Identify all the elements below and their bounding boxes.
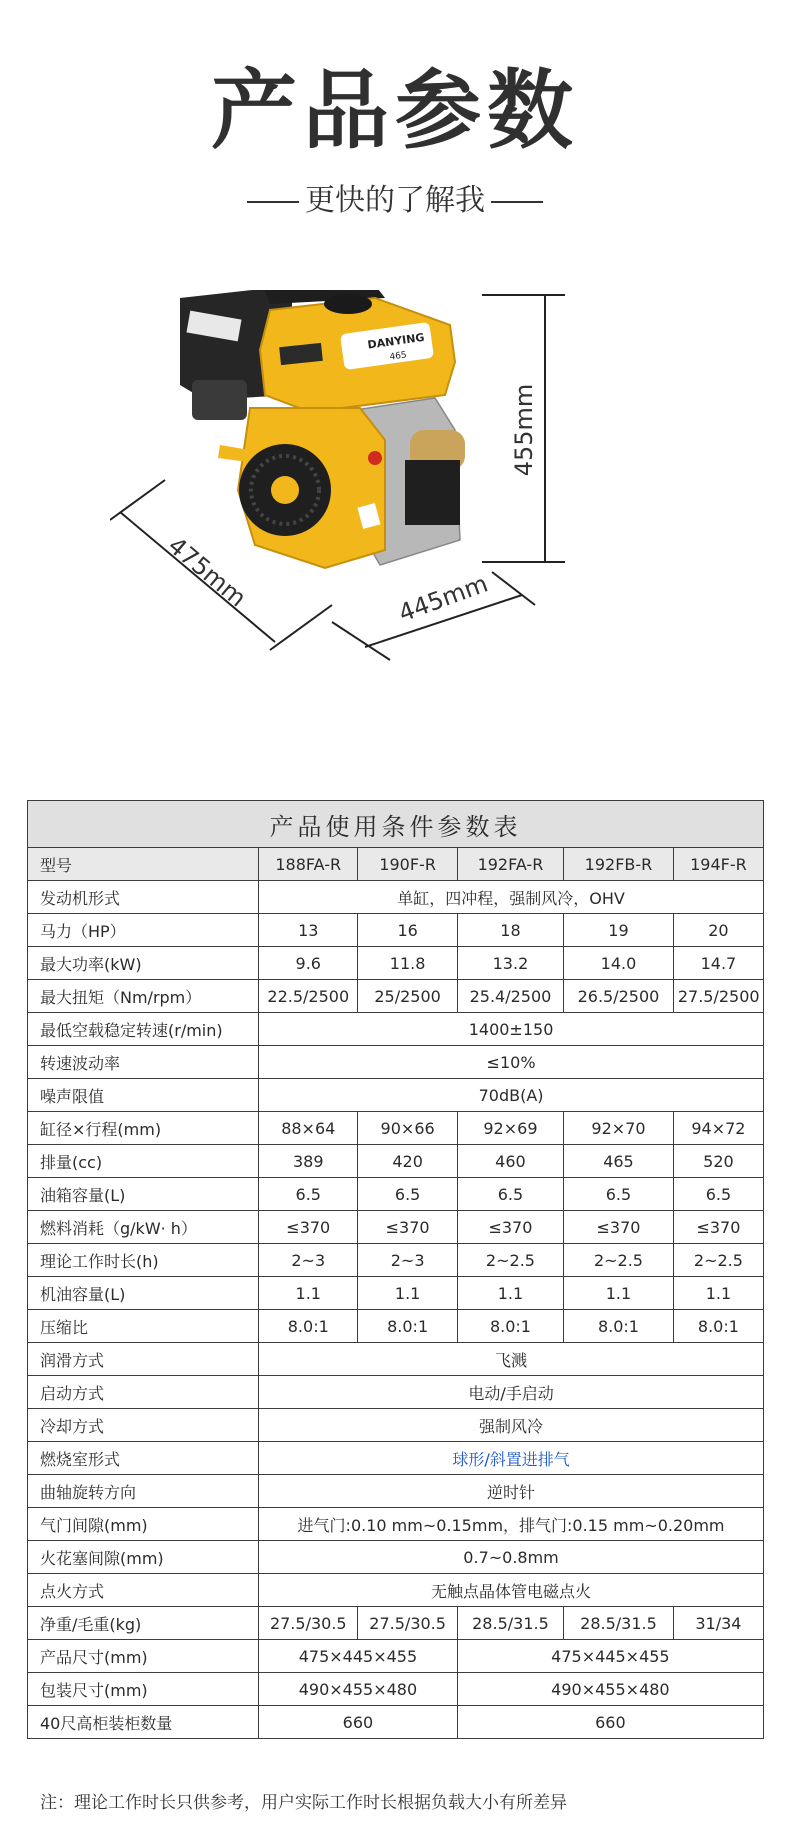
row-label: 启动方式 <box>28 1376 259 1409</box>
subtitle-rule-left <box>247 201 299 203</box>
row-label: 包装尺寸(mm) <box>28 1673 259 1706</box>
table-row <box>28 1013 764 1046</box>
row-label: 气门间隙(mm) <box>28 1508 259 1541</box>
row-value: 28.5/31.5 <box>457 1607 563 1640</box>
row-value: 6.5 <box>564 1178 674 1211</box>
row-value: 1.1 <box>259 1277 358 1310</box>
subtitle-rule-right <box>491 201 543 203</box>
engine-figure <box>110 290 670 770</box>
row-value: ≤370 <box>457 1211 563 1244</box>
row-value: 强制风冷 <box>259 1409 764 1442</box>
row-label: 发动机形式 <box>28 881 259 914</box>
row-value: 飞溅 <box>259 1343 764 1376</box>
page-title: 产品参数 <box>211 61 579 161</box>
subtitle-text: 更快的了解我 <box>305 183 485 218</box>
table-row <box>28 1376 764 1409</box>
row-value: 389 <box>259 1145 358 1178</box>
row-value: 进气门:0.10 mm~0.15mm，排气门:0.15 mm~0.20mm <box>259 1508 764 1541</box>
row-value: 25.4/2500 <box>457 980 563 1013</box>
page-subtitle <box>0 183 790 218</box>
row-value: 1400±150 <box>259 1013 764 1046</box>
row-value: 13 <box>259 914 358 947</box>
row-value: 460 <box>457 1145 563 1178</box>
model-badge-label: 465 <box>388 350 408 363</box>
table-row <box>28 1211 764 1244</box>
table-row <box>28 1475 764 1508</box>
table-row <box>28 1178 764 1211</box>
row-value: 14.0 <box>564 947 674 980</box>
row-label: 最大扭矩（Nm/rpm） <box>28 980 259 1013</box>
table-row <box>28 1409 764 1442</box>
table-header-row <box>28 848 764 881</box>
row-value: 8.0:1 <box>259 1310 358 1343</box>
row-value: 6.5 <box>457 1178 563 1211</box>
row-value: 27.5/30.5 <box>259 1607 358 1640</box>
table-row <box>28 1706 764 1739</box>
row-value: 8.0:1 <box>564 1310 674 1343</box>
table-row <box>28 1244 764 1277</box>
brand-label: DANYING <box>366 330 426 352</box>
row-value: 27.5/2500 <box>673 980 763 1013</box>
row-value: 520 <box>673 1145 763 1178</box>
row-value: 2~2.5 <box>564 1244 674 1277</box>
row-value: 465 <box>564 1145 674 1178</box>
row-label: 理论工作时长(h) <box>28 1244 259 1277</box>
width-label: 445mm <box>394 569 492 628</box>
row-value: ≤370 <box>564 1211 674 1244</box>
row-value: ≤370 <box>358 1211 457 1244</box>
depth-label: 475mm <box>162 531 252 613</box>
row-value: 94×72 <box>673 1112 763 1145</box>
row-value: 6.5 <box>259 1178 358 1211</box>
row-label: 润滑方式 <box>28 1343 259 1376</box>
table-row <box>28 1508 764 1541</box>
row-value: 无触点晶体管电磁点火 <box>259 1574 764 1607</box>
column-header: 192FA-R <box>457 848 563 881</box>
row-value: 1.1 <box>457 1277 563 1310</box>
column-header: 188FA-R <box>259 848 358 881</box>
row-value: 8.0:1 <box>457 1310 563 1343</box>
row-value: 2~2.5 <box>673 1244 763 1277</box>
column-header: 194F-R <box>673 848 763 881</box>
row-value: 9.6 <box>259 947 358 980</box>
row-value: 球形/斜置进排气 <box>259 1442 764 1475</box>
table-row <box>28 1310 764 1343</box>
row-value: 16 <box>358 914 457 947</box>
table-row <box>28 881 764 914</box>
row-label: 燃烧室形式 <box>28 1442 259 1475</box>
row-value: 27.5/30.5 <box>358 1607 457 1640</box>
column-header: 型号 <box>28 848 259 881</box>
column-header: 192FB-R <box>564 848 674 881</box>
spec-table <box>27 800 764 1739</box>
row-value: 18 <box>457 914 563 947</box>
row-label: 缸径×行程(mm) <box>28 1112 259 1145</box>
row-value: 475×445×455 <box>457 1640 763 1673</box>
row-value: 逆时针 <box>259 1475 764 1508</box>
row-label: 火花塞间隙(mm) <box>28 1541 259 1574</box>
row-label: 油箱容量(L) <box>28 1178 259 1211</box>
row-value: 2~3 <box>259 1244 358 1277</box>
table-row <box>28 1046 764 1079</box>
row-value: 22.5/2500 <box>259 980 358 1013</box>
table-caption: 产品使用条件参数表 <box>28 801 764 848</box>
row-label: 燃料消耗（g/kW· h） <box>28 1211 259 1244</box>
row-value: ≤370 <box>259 1211 358 1244</box>
row-label: 最低空载稳定转速(r/min) <box>28 1013 259 1046</box>
table-row <box>28 914 764 947</box>
row-label: 噪声限值 <box>28 1079 259 1112</box>
table-row <box>28 1640 764 1673</box>
footnote: 注：理论工作时长只供参考，用户实际工作时长根据负载大小有所差异 <box>40 1793 567 1813</box>
row-value: 28.5/31.5 <box>564 1607 674 1640</box>
column-header: 190F-R <box>358 848 457 881</box>
row-label: 最大功率(kW) <box>28 947 259 980</box>
row-value: 2~2.5 <box>457 1244 563 1277</box>
table-row <box>28 1277 764 1310</box>
row-value: 660 <box>457 1706 763 1739</box>
row-label: 点火方式 <box>28 1574 259 1607</box>
row-value: ≤370 <box>673 1211 763 1244</box>
row-value: 490×455×480 <box>259 1673 458 1706</box>
row-value: 13.2 <box>457 947 563 980</box>
table-row <box>28 1112 764 1145</box>
table-row <box>28 1673 764 1706</box>
row-label: 40尺高柜装柜数量 <box>28 1706 259 1739</box>
row-value: 1.1 <box>564 1277 674 1310</box>
row-label: 转速波动率 <box>28 1046 259 1079</box>
row-value: 8.0:1 <box>673 1310 763 1343</box>
row-value: 25/2500 <box>358 980 457 1013</box>
engine-image <box>180 290 465 568</box>
table-row <box>28 1442 764 1475</box>
table-row <box>28 1145 764 1178</box>
row-value: 14.7 <box>673 947 763 980</box>
row-value: 电动/手启动 <box>259 1376 764 1409</box>
row-value: 420 <box>358 1145 457 1178</box>
row-label: 净重/毛重(kg) <box>28 1607 259 1640</box>
row-value: 70dB(A) <box>259 1079 764 1112</box>
row-label: 压缩比 <box>28 1310 259 1343</box>
row-value: ≤10% <box>259 1046 764 1079</box>
table-row <box>28 1343 764 1376</box>
row-value: 88×64 <box>259 1112 358 1145</box>
row-label: 机油容量(L) <box>28 1277 259 1310</box>
row-value: 92×69 <box>457 1112 563 1145</box>
row-value: 19 <box>564 914 674 947</box>
table-row <box>28 1079 764 1112</box>
row-value: 92×70 <box>564 1112 674 1145</box>
table-row <box>28 1607 764 1640</box>
row-label: 曲轴旋转方向 <box>28 1475 259 1508</box>
row-label: 冷却方式 <box>28 1409 259 1442</box>
height-label: 455mm <box>510 383 538 477</box>
row-value: 20 <box>673 914 763 947</box>
row-value: 660 <box>259 1706 458 1739</box>
row-value: 1.1 <box>358 1277 457 1310</box>
row-value: 11.8 <box>358 947 457 980</box>
row-value: 0.7~0.8mm <box>259 1541 764 1574</box>
row-value: 6.5 <box>673 1178 763 1211</box>
row-value: 单缸，四冲程，强制风冷，OHV <box>259 881 764 914</box>
row-value: 475×445×455 <box>259 1640 458 1673</box>
row-value: 1.1 <box>673 1277 763 1310</box>
row-label: 排量(cc) <box>28 1145 259 1178</box>
row-value: 2~3 <box>358 1244 457 1277</box>
row-label: 产品尺寸(mm) <box>28 1640 259 1673</box>
row-value: 26.5/2500 <box>564 980 674 1013</box>
row-value: 31/34 <box>673 1607 763 1640</box>
row-value: 8.0:1 <box>358 1310 457 1343</box>
table-row <box>28 1574 764 1607</box>
row-value: 490×455×480 <box>457 1673 763 1706</box>
table-row <box>28 980 764 1013</box>
table-row <box>28 947 764 980</box>
row-value: 6.5 <box>358 1178 457 1211</box>
row-value: 90×66 <box>358 1112 457 1145</box>
table-row <box>28 1541 764 1574</box>
row-label: 马力（HP） <box>28 914 259 947</box>
